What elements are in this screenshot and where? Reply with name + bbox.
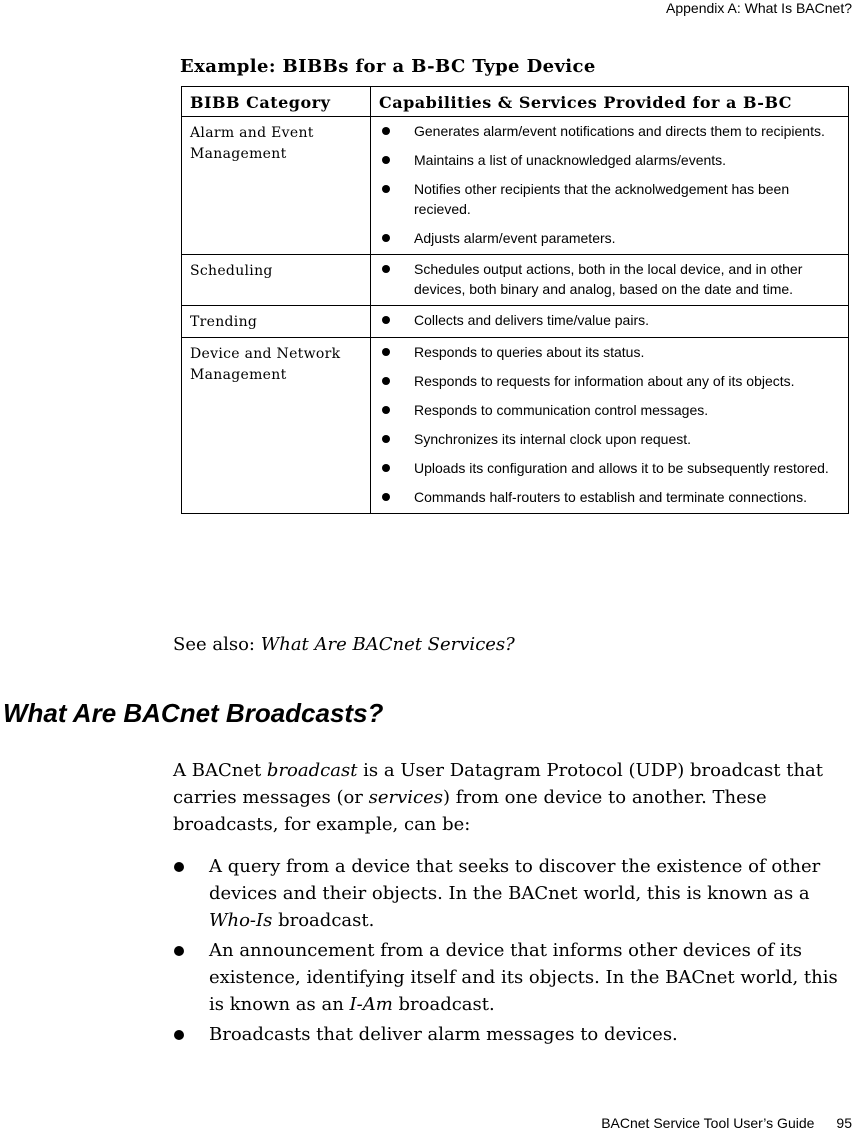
bullet-icon: [382, 377, 390, 385]
broadcast-examples-list: [173, 853, 853, 1051]
bibb-category: Device and Network Management: [182, 338, 371, 514]
capability-item: Notifies other recipients that the acknolwedgement has been recieved.: [371, 179, 848, 219]
term-i-am: I-Am: [349, 994, 393, 1015]
see-also: See also: What Are BACnet Services?: [173, 634, 515, 655]
capability-item: Schedules output actions, both in the local device, and in other devices, both binary and analog, based on the date and time.: [371, 259, 848, 299]
table-row: [182, 338, 849, 514]
list-item: Broadcasts that deliver alarm messages to devices.: [173, 1021, 853, 1048]
table-row: [182, 255, 849, 306]
intro-paragraph: A BACnet broadcast is a User Datagram Protocol (UDP) broadcast that carries messages (or services) from one device to another. These broadcasts, for example, can be:: [173, 760, 824, 835]
bullet-icon: [382, 493, 390, 501]
bullet-icon: [382, 464, 390, 472]
bullet-icon: [382, 156, 390, 164]
capabilities-cell: [371, 255, 849, 306]
list-item: A query from a device that seeks to discover the existence of other devices and their objects. In the BACnet world, this is known as a Who-Is broadcast.: [173, 853, 853, 934]
table-row: [182, 117, 849, 255]
capability-item: Synchronizes its internal clock upon request.: [371, 429, 848, 449]
capabilities-cell: [371, 338, 849, 514]
term-who-is: Who-Is: [209, 910, 273, 931]
column-header-capabilities: Capabilities & Services Provided for a B-BC: [371, 87, 849, 117]
capability-item: Commands half-routers to establish and terminate connections.: [371, 487, 848, 507]
bullet-icon: [382, 265, 390, 273]
capability-item: Maintains a list of unacknowledged alarms/events.: [371, 150, 848, 170]
table-row: [182, 306, 849, 338]
capability-item: Responds to communication control messages.: [371, 400, 848, 420]
capability-item: Responds to requests for information about any of its objects.: [371, 371, 848, 391]
term-services: services: [368, 787, 444, 808]
page-number: 95: [836, 1115, 852, 1131]
capability-item: Generates alarm/event notifications and directs them to recipients.: [371, 121, 848, 141]
bullet-icon: [174, 862, 184, 872]
table-header-row: [182, 87, 849, 117]
guide-title: BACnet Service Tool User’s Guide: [601, 1115, 815, 1131]
bullet-icon: [382, 127, 390, 135]
capability-item: Responds to queries about its status.: [371, 342, 848, 362]
bullet-icon: [174, 1030, 184, 1040]
capability-item: Uploads its configuration and allows it to be subsequently restored.: [371, 458, 848, 478]
capability-item: Collects and delivers time/value pairs.: [371, 310, 848, 330]
bullet-icon: [174, 946, 184, 956]
capabilities-cell: [371, 117, 849, 255]
bullet-icon: [382, 348, 390, 356]
bibb-category: Scheduling: [182, 255, 371, 306]
capabilities-cell: [371, 306, 849, 338]
bibb-category: Trending: [182, 306, 371, 338]
column-header-category: BIBB Category: [182, 87, 371, 117]
table-title: Example: BIBBs for a B-BC Type Device: [180, 56, 596, 77]
see-also-link[interactable]: What Are BACnet Services?: [260, 634, 515, 655]
bullet-icon: [382, 316, 390, 324]
capability-item: Adjusts alarm/event parameters.: [371, 228, 848, 248]
bullet-icon: [382, 435, 390, 443]
bullet-icon: [382, 406, 390, 414]
section-heading: What Are BACnet Broadcasts?: [3, 698, 384, 728]
bullet-icon: [382, 234, 390, 242]
bibb-category: Alarm and Event Management: [182, 117, 371, 255]
term-broadcast: broadcast: [266, 760, 358, 781]
list-item: An announcement from a device that informs other devices of its existence, identifying itself and its objects. In the BACnet world, this is known as an I-Am broadcast.: [173, 937, 853, 1018]
running-header: Appendix A: What Is BACnet?: [666, 0, 852, 16]
bullet-icon: [382, 185, 390, 193]
bibb-table: [181, 86, 849, 514]
